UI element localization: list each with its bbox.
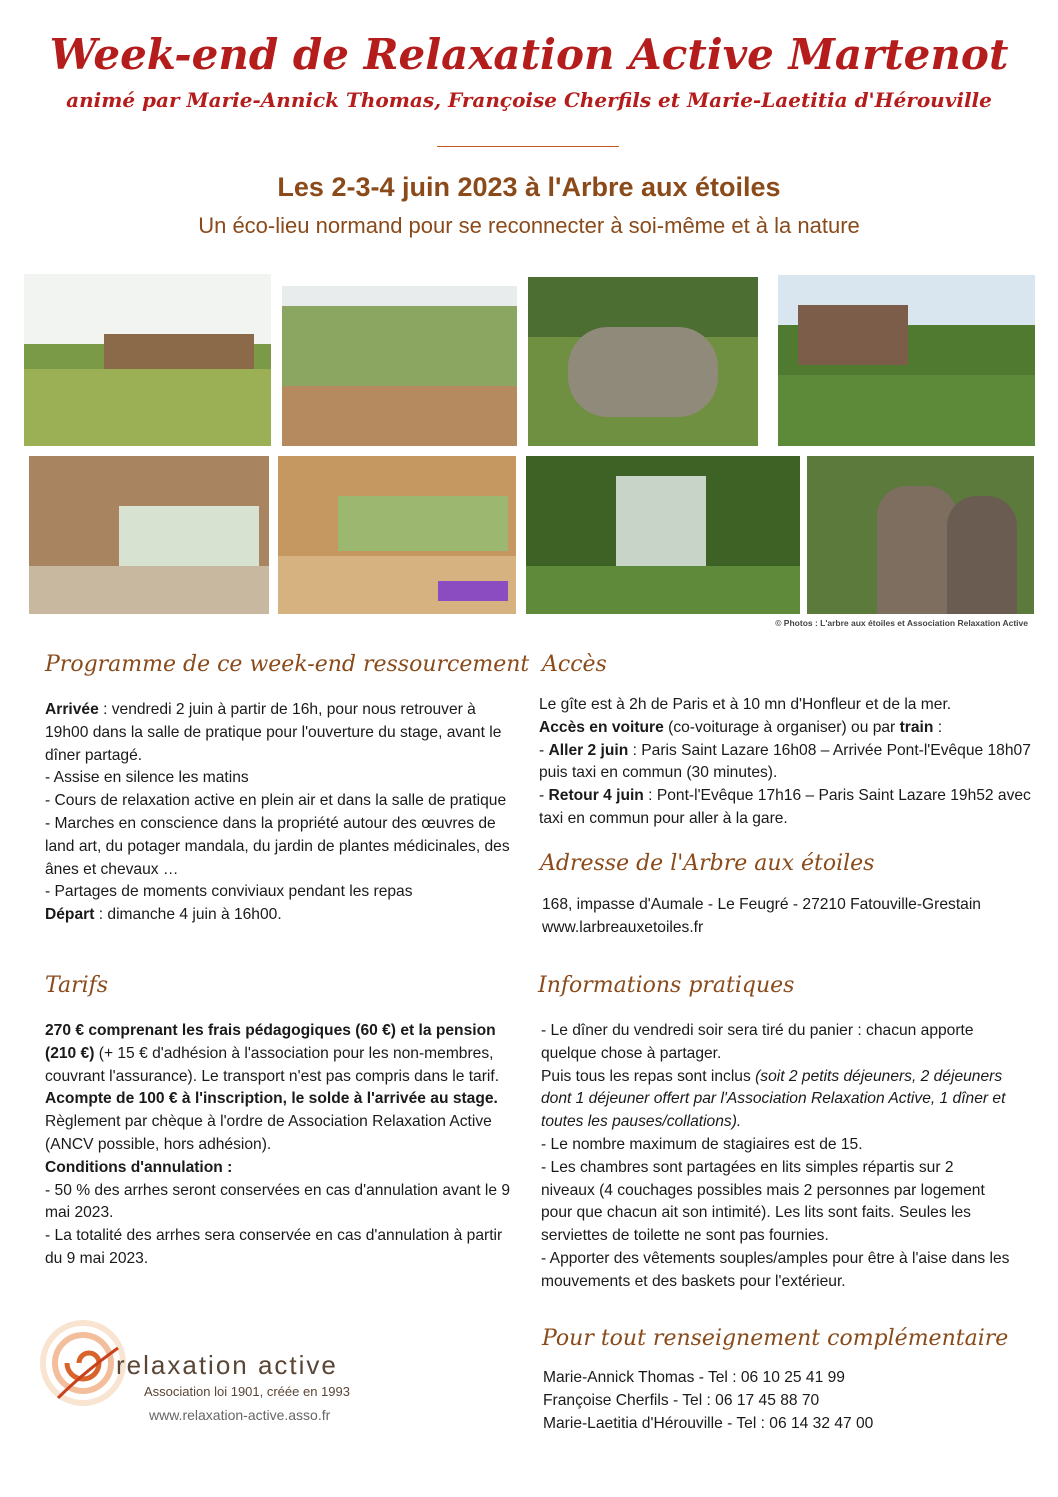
infos-heading: Informations pratiques (538, 973, 795, 998)
contact-line: Françoise Cherfils - Tel : 06 17 45 88 70 (543, 1391, 820, 1409)
voiture-text: (co-voiturage à organiser) ou par (663, 718, 900, 736)
retour-text: : Pont-l'Evêque 17h16 – Paris Saint Lazare 19h52 avec taxi en commun pour aller à la gare. (539, 787, 1031, 827)
address-line: 168, impasse d'Aumale - Le Feugré - 27210 Fatouville-Grestain (542, 896, 981, 913)
depart-text: : dimanche 4 juin à 16h00. (94, 906, 282, 924)
annulation-item: - 50 % des arrhes seront conservées en cas d'annulation avant le 9 mai 2023. (45, 1181, 511, 1222)
adresse-heading: Adresse de l'Arbre aux étoiles (540, 851, 875, 876)
price-bold: 270 € comprenant les frais pédagogiques (60 €) et la pension (210 €) (45, 1022, 496, 1062)
photo-interior-lounge (29, 456, 269, 614)
aller-text: : Paris Saint Lazare 16h08 – Arrivée Pont-l'Evêque 18h07 puis taxi en commun (30 minutes). (539, 741, 1031, 782)
infos-item: - Le dîner du vendredi soir sera tiré du panier : chacun apporte quelque chose à partager. (541, 1022, 974, 1062)
photo-garden-terrace (282, 286, 517, 446)
photo-practice-room (278, 456, 516, 614)
photo-donkeys (807, 456, 1034, 614)
infos-item: - Les chambres sont partagées en lits simples répartis sur 2 niveaux (4 couchages possibles mais 2 personnes par logement pour que chacun ait son intimité). Les lits sont faits. Seules les serviettes de toilette ne sont pas fournies. (541, 1158, 985, 1245)
train-text: : (933, 718, 943, 736)
aller-label: Aller 2 juin (548, 741, 629, 759)
website-link[interactable]: www.larbreauxetoiles.fr (542, 918, 704, 936)
contact-line: Marie-Laetitia d'Hérouville - Tel : 06 14 32 47 00 (543, 1414, 874, 1432)
infos-item: - Apporter des vêtements souples/amples pour être à l'aise dans les mouvements et des baskets pour l'extérieur. (541, 1249, 1010, 1290)
retour-prefix: - (539, 787, 549, 805)
photo-greenhouse (526, 456, 800, 614)
programme-item: - Cours de relaxation active en plein air et dans la salle de pratique (45, 792, 507, 810)
association-logo (38, 1318, 408, 1428)
infos-item: - Le nombre maximum de stagiaires est de 15. (541, 1135, 863, 1153)
annulation-item: - La totalité des arrhes sera conservée en cas d'annulation à partir du 9 mai 2023. (45, 1227, 503, 1267)
voiture-label: Accès en voiture (539, 718, 664, 736)
retour-label: Retour 4 juin (548, 787, 644, 805)
programme-item: - Partages de moments conviviaux pendant les repas (45, 883, 413, 901)
contact-body (543, 1367, 1013, 1435)
tarifs-heading: Tarifs (45, 973, 109, 998)
page-subtitle: animé par Marie-Annick Thomas, Françoise Cherfils et Marie-Laetitia d'Hérouville (66, 88, 992, 112)
programme-heading: Programme de ce week-end ressourcement (45, 652, 530, 677)
logo-website-link[interactable]: www.relaxation-active.asso.fr (149, 1407, 331, 1423)
photo-credit: © Photos : L'arbre aux étoiles et Association Relaxation Active (775, 618, 1028, 628)
photo-house-exterior (24, 274, 271, 446)
acces-body (539, 694, 1034, 831)
title-divider (437, 146, 619, 147)
acompte-text: Règlement par chèque à l'ordre de Association Relaxation Active (ANCV possible, hors adhésion). (45, 1113, 492, 1153)
train-label: train (899, 718, 934, 736)
arrivee-text: : vendredi 2 juin à partir de 16h, pour nous retrouver à 19h00 dans la salle de pratique pour l'ouverture du stage, avant le dîner partagé. (45, 701, 502, 764)
event-tagline: Un éco-lieu normand pour se reconnecter à soi-même et à la nature (198, 213, 860, 238)
tarifs-body (45, 1020, 515, 1271)
photo-normandy-cottage (778, 275, 1035, 446)
page-title: Week-end de Relaxation Active Martenot (49, 30, 1009, 79)
aller-prefix: - (539, 741, 549, 759)
programme-body (45, 699, 515, 927)
photo-group-circle (528, 277, 758, 446)
event-date-line: Les 2-3-4 juin 2023 à l'Arbre aux étoiles (277, 172, 781, 202)
contact-line: Marie-Annick Thomas - Tel : 06 10 25 41 99 (543, 1369, 845, 1386)
adresse-body (542, 894, 1037, 940)
programme-item: - Assise en silence les matins (45, 769, 249, 787)
programme-item: - Marches en conscience dans la propriété autour des œuvres de land art, du potager mandala, du jardin de plantes médicinales, des ânes et chevaux … (45, 814, 510, 878)
acces-line: Le gîte est à 2h de Paris et à 10 mn d'Honfleur et de la mer. (539, 696, 952, 713)
depart-label: Départ (45, 906, 95, 924)
repas-italic: (soit 2 petits déjeuners, 2 déjeuners dont 1 déjeuner offert par l'Association Relaxation Active, 1 dîner et toutes les pauses/collations). (541, 1067, 1006, 1131)
annulation-label: Conditions d'annulation : (45, 1158, 233, 1176)
arrivee-label: Arrivée (45, 701, 99, 718)
acces-heading: Accès (542, 652, 607, 677)
infos-body (541, 1020, 1011, 1294)
logo-name: relaxation active (116, 1350, 338, 1380)
price-text: (+ 15 € d'adhésion à l'association pour les non-membres, couvrant l'assurance). Le transport n'est pas compris dans le tarif. (45, 1044, 500, 1085)
repas-text: Puis tous les repas sont inclus (541, 1067, 756, 1085)
acompte-bold: Acompte de 100 € à l'inscription, le solde à l'arrivée au stage. (45, 1090, 498, 1108)
logo-subtitle: Association loi 1901, créée en 1993 (144, 1384, 350, 1399)
contact-heading: Pour tout renseignement complémentaire (542, 1326, 1009, 1351)
